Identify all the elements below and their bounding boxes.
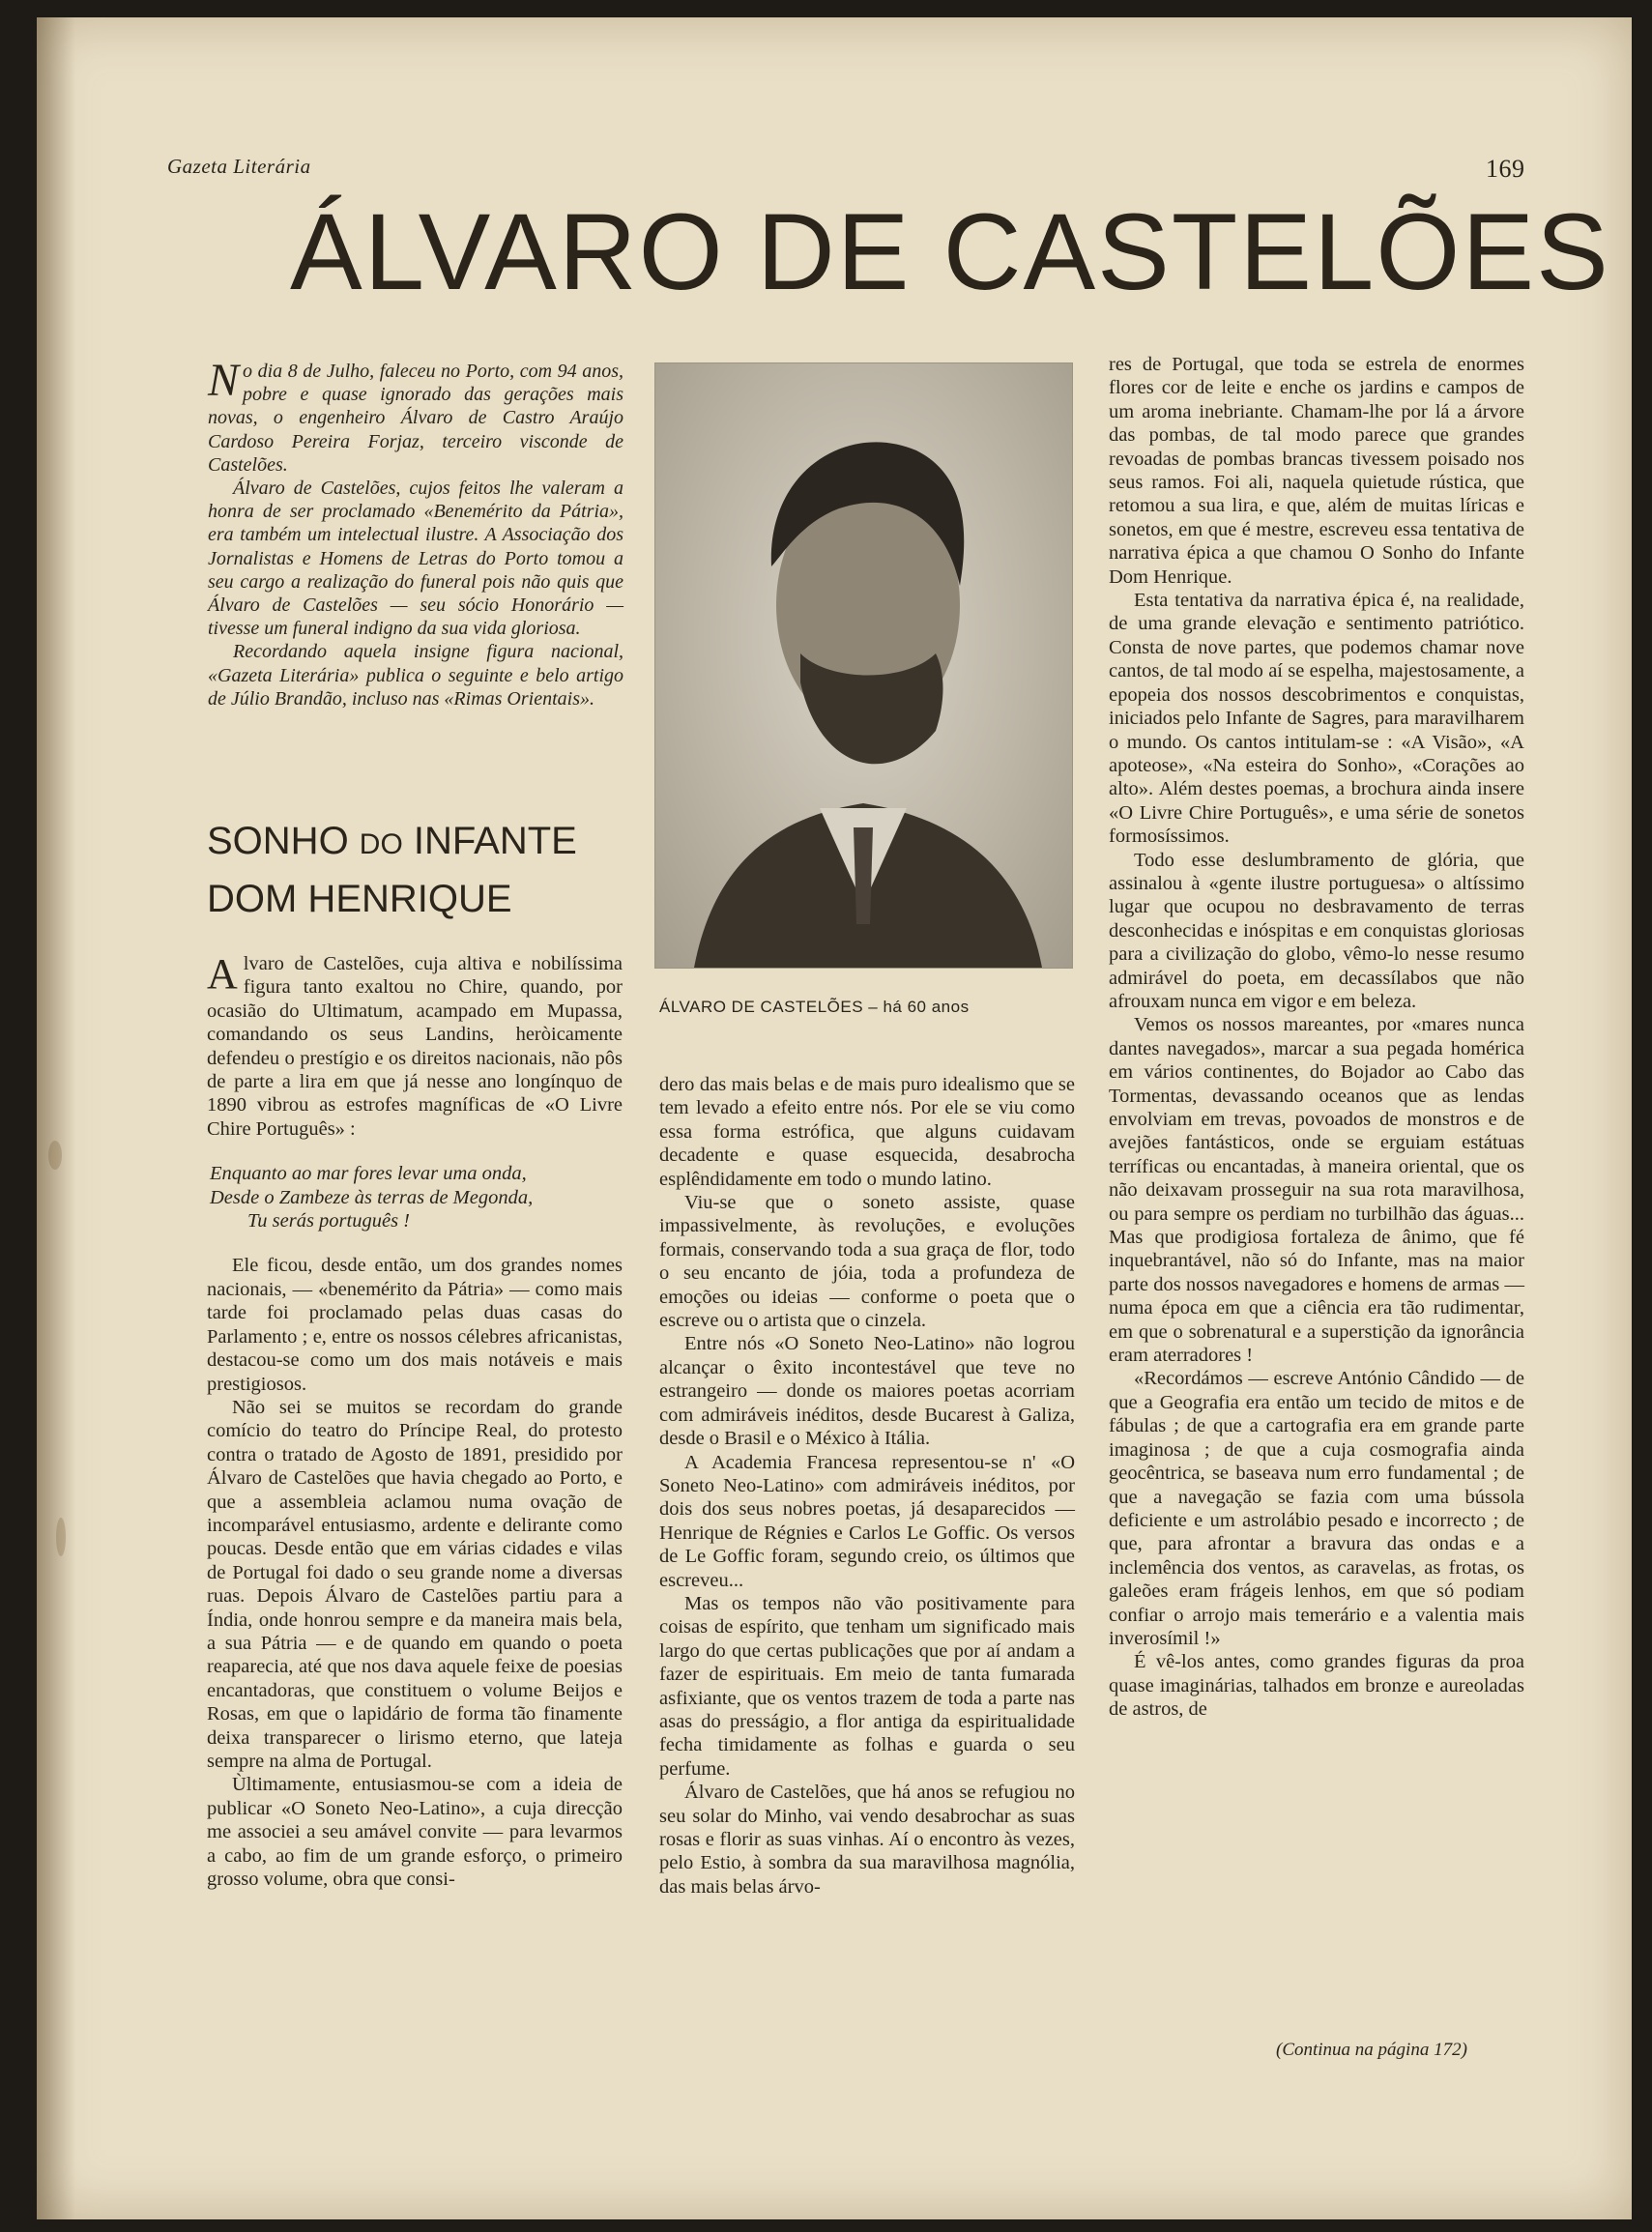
article-title: ÁLVARO DE CASTELÕES [290, 191, 1610, 312]
poem-line: Desde o Zambeze às terras de Megonda, [210, 1186, 534, 1208]
page-fold-shadow [37, 17, 75, 2219]
paragraph: «Recordámos — escreve António Cândido — de que a Geografia era então um tecido de mitos e de fábulas ; de que a cartografia era em grande parte imaginosa ; de que a cuja cosmografia ainda geocêntrica, se baseava num erro fundamental ; de que a navegação se fazia com uma bússola deficiente e um astrolábio pesado e incorrecto ; de que, para afrontar a bravura das ondas e a inclemência dos ventos, as caravelas, as frotas, os galeões eram frágeis lenhos, em que só podiam confiar o arrojo mais temerário e a valentia mais inverosímil !» [1109, 1368, 1524, 1649]
paragraph: res de Portugal, que toda se estrela de enormes flores cor de leite e enche os jardins e campos de um aroma inebriante. Chamam-lhe por lá a árvore das pombas, de tal modo parece que grandes revoadas de pombas brancas tivessem poisado nos seus ramos. Foi ali, naquela quietude rústica, que retomou a sua lira, e que, além de muitas líricas e sonetos, em que é mestre, escreveu essa tentativa de narrativa épica a que chamou O Sonho do Infante Dom Henrique. [1109, 354, 1524, 588]
paragraph: Viu-se que o soneto assiste, quase impassivelmente, às revoluções, e evoluções formais, conservando toda a sua graça de flor, todo o seu encanto de jóia, toda a profundeza de emoções ou ideias — conforme o poeta que o escreve ou o artista que o cinzela. [659, 1192, 1075, 1332]
column-a [207, 952, 623, 1891]
paragraph: A Academia Francesa representou-se n' «O Soneto Neo-Latino» com admiráveis inéditos, por dois dos seus nobres poetas, já desaparecidos — Henrique de Régnies e Carlos Le Goffic. Os versos de Le Goffic foram, segundo creio, os últimos que escreveu... [659, 1451, 1075, 1591]
paragraph: Ele ficou, desde então, um dos grandes nomes nacionais, — «benemérito da Pátria» — como mais tarde foi proclamado pelas duas casas do Parlamento ; e, entre os nossos célebres africanistas, destacou-se como um dos mais notáveis e mais prestigiosos. [207, 1255, 623, 1395]
poem-line: Enquanto ao mar fores levar uma onda, [210, 1163, 527, 1185]
paragraph: dero das mais belas e de mais puro idealismo que se tem levado a efeito entre nós. Por ele se viu como essa forma estrófica, que alguns cuidavam decadente e quase esquecida, desabrocha esplêndidamente em todo o mundo latino. [659, 1074, 1075, 1190]
paragraph: Mas os tempos não vão positivamente para coisas de espírito, que tenham um significado mais largo do que certas publicações que por aí andam a fazer de espirituais. Em meio de tanta fumarada asfixiante, que os ventos trazem de toda a parte nas asas do presságio, a flor antiga da espiritualidade fecha timidamente as folhas e guarda o seu perfume. [659, 1592, 1075, 1780]
paragraph: Álvaro de Castelões, que há anos se refugiou no seu solar do Minho, vai vendo desabrochar as suas rosas e florir as suas vinhas. Aí o encontro às vezes, pelo Estio, à sombra da sua maravilhosa magnólia, das mais belas árvo- [659, 1782, 1075, 1898]
portrait-figure [655, 363, 1072, 968]
margin-stain [48, 1141, 62, 1170]
paragraph: É vê-los antes, como grandes figuras da proa quase imaginárias, talhados em bronze e aureoladas de astros, de [1109, 1651, 1524, 1721]
portrait-photo [654, 362, 1073, 969]
paragraph: Esta tentativa da narrativa épica é, na realidade, de uma grande elevação e sentimento patriótico. Consta de nove partes, que podemos chamar nove cantos, de tal modo aí se espelha, majestosamente, a epopeia dos nossos descobrimentos e conquistas, iniciados pelo Infante de Sagres, para maravilharem o mundo. Os cantos intitulam-se : «A Visão», «A apoteose», «Na esteira do Sonho», «Corações ao alto». Além destes poemas, a brochura ainda insere «O Livre Chire Português», e uma série de sonetos formosíssimos. [1109, 590, 1524, 848]
poem-quote [207, 1162, 623, 1232]
photo-caption: ÁLVARO DE CASTELÕES – há 60 anos [659, 998, 970, 1016]
poem-line: Tu serás português ! [247, 1210, 411, 1232]
intro-paragraph: No dia 8 de Julho, faleceu no Porto, com 94 anos, pobre e quase ignorado das gerações mais novas, o engenheiro Álvaro de Castro Araújo Cardoso Pereira Forjaz, terceiro visconde de Castelões. [208, 355, 623, 476]
paragraph: Ùltimamente, entusiasmou-se com a ideia de publicar «O Soneto Neo-Latino», a cuja direcção me associei a seu amável convite — para levarmos a cabo, ao fim de um grande esforço, o primeiro grosso volume, obra que consi- [207, 1774, 623, 1891]
paragraph: Vemos os nossos mareantes, por «mares nunca dantes navegados», marcar a sua pegada homérica em vários continentes, do Bojador ao Cabo das Tormentas, devassando oceanos que as lendas envolviam em trevas, povoados de monstros e de avejões fantásticos, onde se erguiam estátuas terríficas ou encantadas, à maneira oriental, que os não deixavam prosseguir na sua rota maravilhosa, ou para sempre os perdiam no turbilhão das águas... Mas que prodigiosa fortaleza de ânimo, que fé inquebrantável, não só do Infante, mas na maior parte dos nossos navegadores e homens de armas — numa época em que a ciência era tão rudimentar, em que o sobrenatural e a superstição da ignorância eram aterradores ! [1109, 1014, 1524, 1367]
paragraph: Todo esse deslumbramento de glória, que assinalou à «gente ilustre portuguesa» o altíssimo lugar que ocupou no desbravamento de terras desconhecidas e inóspitas e em conquistas gloriosas para a civilização do globo, vêmo-lo nesse resumo admirável do poeta, em decassílabos que não afrouxam nunca em vigor e em beleza. [1109, 849, 1524, 1012]
intro-block [208, 355, 623, 710]
intro-paragraph: Recordando aquela insigne figura nacional, «Gazeta Literária» publica o seguinte e belo artigo de Júlio Brandão, incluso nas «Rimas Orientais». [208, 641, 623, 710]
drop-cap: A [207, 950, 238, 998]
section-heading: SONHO DO INFANTE DOM HENRIQUE [207, 820, 577, 920]
intro-paragraph: Álvaro de Castelões, cujos feitos lhe valeram a honra de ser proclamado «Benemérito da Pátria», era também um intelectual ilustre. A Associação dos Jornalistas e Homens de Letras do Porto tomou a seu cargo a realização do funeral pois não quis que Álvaro de Castelões — seu sócio Honorário — tivesse um funeral indigno da sua vida gloriosa. [208, 478, 623, 640]
paragraph: Entre nós «O Soneto Neo-Latino» não logrou alcançar o êxito incontestável que teve no estrangeiro — donde os maiores poetas acorriam com admiráveis inéditos, desde Bucarest à Galiza, desde o Brasil e o México à Itália. [659, 1333, 1075, 1450]
column-b [659, 1073, 1075, 1899]
paragraph: Alvaro de Castelões, cuja altiva e nobilíssima figura tanto exaltou no Chire, quando, por ocasião do Ultimatum, acampado em Mupassa, comandando os seus Landins, heròicamente defendeu o prestígio e os direitos nacionais, não pôs de parte a lira em que já nesse ano longínquo de 1890 vibrou as estrofes magníficas de «O Livre Chire Português» : [207, 950, 623, 1140]
paragraph: Não sei se muitos se recordam do grande comício do teatro do Príncipe Real, do protesto contra o tratado de Agosto de 1891, presidido por Álvaro de Castelões que havia chegado ao Porto, e que a assembleia aclamou numa ovação de incomparável entusiasmo, ardente e delirante como poucas. Desde então que em várias cidades e vilas de Portugal foi dado o seu grande nome a diversas ruas. Depois Álvaro de Castelões partiu para a Índia, onde honrou sempre e da maneira mais bela, a sua Pátria — e de quando em quando o poeta reaparecia, até que nos dava aquele feixe de poesias encantadoras, que constituem o volume Beijos e Rosas, em que o lapidário de forma tão finamente deixa transparecer o lirismo eterno, que lateja sempre na alma de Portugal. [207, 1396, 623, 1772]
margin-stain [56, 1518, 66, 1556]
running-title: Gazeta Literária [167, 155, 311, 178]
page-number: 169 [1486, 155, 1525, 183]
continuation-note: (Continua na página 172) [1276, 2040, 1467, 2060]
column-c [1109, 353, 1524, 1722]
drop-cap: N [208, 355, 240, 406]
